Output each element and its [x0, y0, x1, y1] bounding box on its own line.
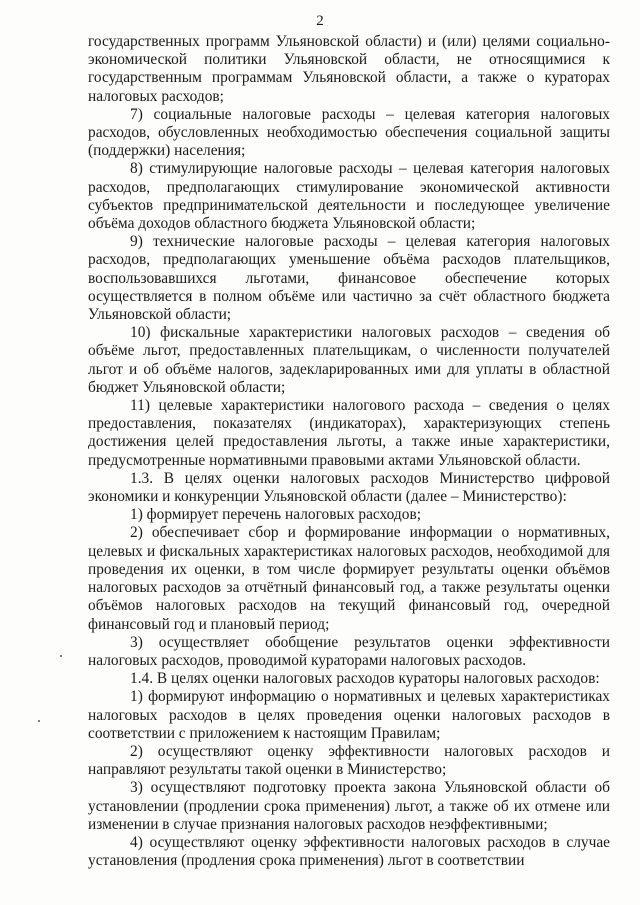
paragraph: 2) осуществляют оценку эффективности налоговых расходов и направляют результаты такой оценки в Министерство; [88, 742, 610, 779]
scan-speck [60, 655, 62, 657]
paragraph: 1.4. В целях оценки налоговых расходов кураторы налоговых расходов: [130, 670, 600, 688]
paragraph: 10) фискальные характеристики налоговых расходов – сведения об объёме льгот, предоставленных плательщикам, о численности получателей льгот и об объёме налогов, задекларированных ими для уплаты в областной бюджет Ульяновской области; [88, 324, 610, 396]
paragraph: 8) стимулирующие налоговые расходы – целевая категория налоговых расходов, предполагающих стимулирование экономической активности субъектов предпринимательской деятельности и последующее увеличение объёма доходов областного бюджета Ульяновской области; [88, 160, 610, 233]
paragraph: 11) целевые характеристики налогового расхода – сведения о целях предоставления, показателях (индикаторах), характеризующих степень достижения целей предоставления льготы, а также иные характеристики, предусмотренные нормативными правовыми актами Ульяновской области. [88, 397, 610, 469]
paragraph: 4) осуществляют оценку эффективности налоговых расходов в случае установления (продления срока применения) льгот в соответствии [88, 833, 610, 870]
paragraph: 9) технические налоговые расходы – целевая категория налоговых расходов, предполагающих уменьшение объёма расходов плательщиков, воспользовавшихся льготами, финансовое обеспечение которых осуществляется в полном объёме или частично за счёт областного бюджета Ульяновской области; [88, 233, 610, 324]
paragraph: 3) осуществляют подготовку проекта закона Ульяновской области об установлении (продлении срока применения) льгот, а также об их отмене или изменении в случае признания налоговых расходов неэффективными; [88, 779, 610, 833]
paragraph: 1.3. В целях оценки налоговых расходов Министерство цифровой экономики и конкуренции Ульяновской области (далее – Министерство): [88, 469, 610, 506]
document-body [88, 33, 610, 870]
paragraph: 1) формируют информацию о нормативных и целевых характеристиках налоговых расходов в целях проведения оценки налоговых расходов в соответствии с приложением к настоящим Правилам; [88, 688, 610, 742]
page-number: 2 [316, 13, 324, 29]
paragraph: 2) обеспечивает сбор и формирование информации о нормативных, целевых и фискальных характеристиках налоговых расходов, необходимой для проведения их оценки, в том числе формирует результаты оценки объёмов налоговых расходов за отчётный финансовый год, а также результаты оценки объёмов налоговых расходов на текущий финансовый год, очередной финансовый год и плановый период; [88, 524, 610, 633]
paragraph: государственных программ Ульяновской области) и (или) целями социально-экономической политики Ульяновской области, не относящимися к государственным программам Ульяновской области, а также о кураторах налоговых расходов; [88, 33, 610, 105]
paragraph: 3) осуществляет обобщение результатов оценки эффективности налоговых расходов, проводимой кураторами налоговых расходов. [88, 633, 610, 669]
paragraph: 1) формирует перечень налоговых расходов; [130, 506, 421, 524]
paragraph: 7) социальные налоговые расходы – целевая категория налоговых расходов, обусловленных необходимостью обеспечения социальной защиты (поддержки) населения; [88, 105, 610, 160]
scan-speck [38, 720, 40, 722]
